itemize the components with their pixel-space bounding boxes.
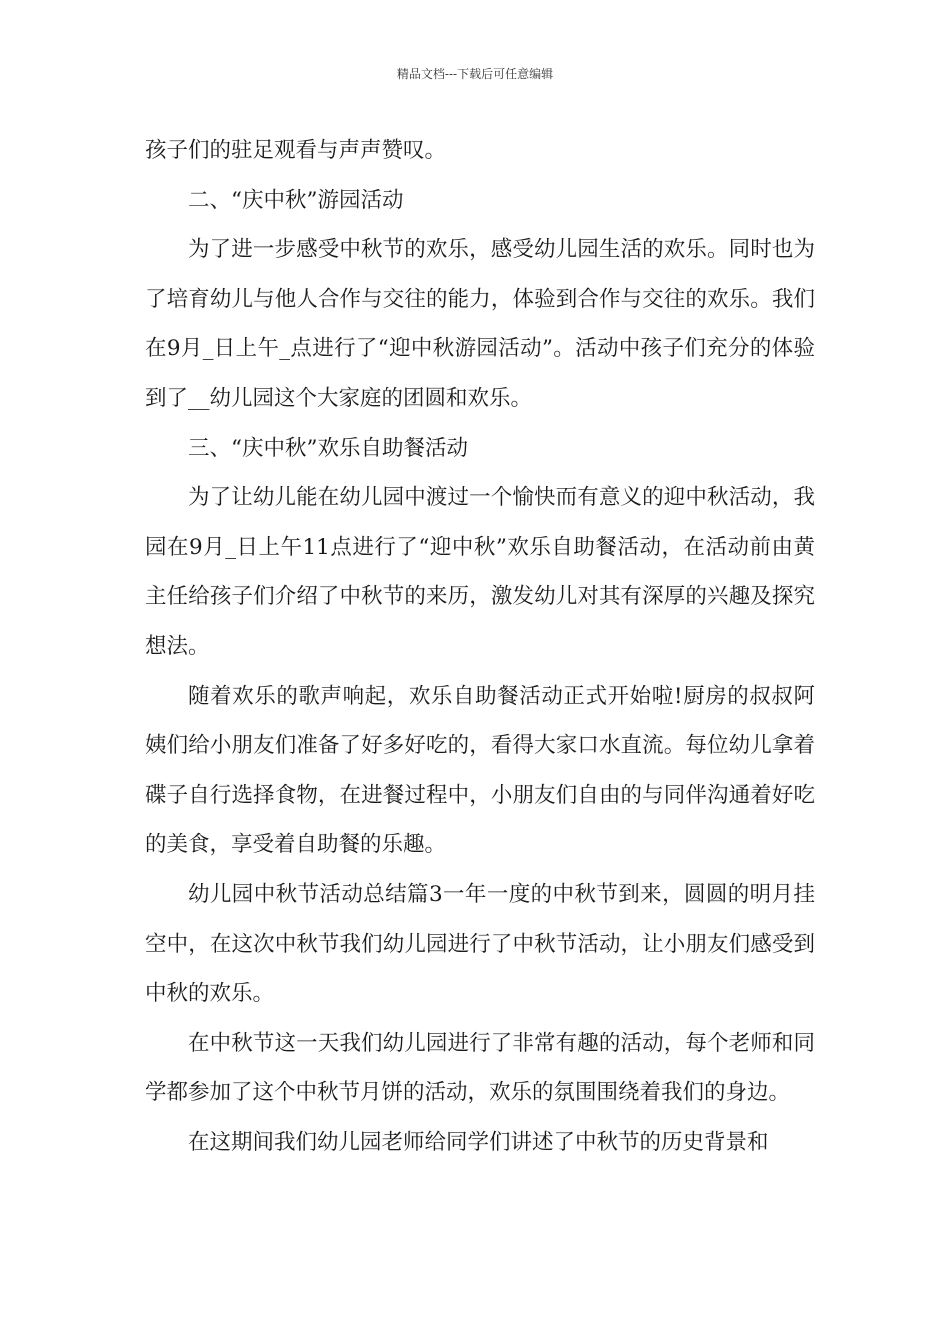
document-body <box>145 126 815 1167</box>
paragraph: 随着欢乐的歌声响起，欢乐自助餐活动正式开始啦!厨房的叔叔阿姨们给小朋友们准备了好多好吃的，看得大家口水直流。每位幼儿拿着碟子自行选择食物，在进餐过程中，小朋友们自由的与同伴沟通着好吃的美食，享受着自助餐的乐趣。 <box>145 683 815 858</box>
page-header: 精品文档---下载后可任意编辑 <box>396 67 554 81</box>
paragraph: 为了让幼儿能在幼儿园中渡过一个愉快而有意义的迎中秋活动，我园在9月_日上午11点进行了“迎中秋”欢乐自助餐活动，在活动前由黄主任给孩子们介绍了中秋节的来历，激发幼儿对其有深厚的兴趣及探究想法。 <box>145 485 815 659</box>
paragraph: 在中秋节这一天我们幼儿园进行了非常有趣的活动，每个老师和同学都参加了这个中秋节月饼的活动，欢乐的氛围围绕着我们的身边。 <box>145 1030 815 1106</box>
section-heading-3: 三、“庆中秋”欢乐自助餐活动 <box>188 435 468 461</box>
section-heading-2: 二、“庆中秋”游园活动 <box>188 187 404 213</box>
paragraph: 为了进一步感受中秋节的欢乐，感受幼儿园生活的欢乐。同时也为了培育幼儿与他人合作与交往的能力，体验到合作与交往的欢乐。我们在9月_日上午_点进行了“迎中秋游园活动”。活动中孩子们充分的体验到了__幼儿园这个大家庭的团圆和欢乐。 <box>145 237 815 411</box>
paragraph-continuation: 孩子们的驻足观看与声声赞叹。 <box>145 138 447 163</box>
paragraph: 幼儿园中秋节活动总结篇3一年一度的中秋节到来，圆圆的明月挂空中，在这次中秋节我们幼儿园进行了中秋节活动，让小朋友们感受到中秋的欢乐。 <box>145 881 815 1007</box>
paragraph: 在这期间我们幼儿园老师给同学们讲述了中秋节的历史背景和 <box>188 1129 769 1155</box>
